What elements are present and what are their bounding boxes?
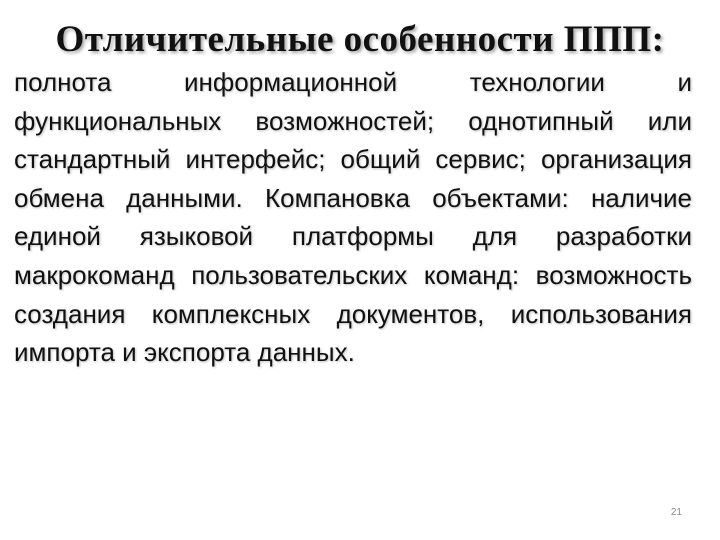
slide-title: Отличительные особенности ППП: bbox=[55, 19, 665, 60]
page-number: 21 bbox=[670, 507, 682, 518]
slide-body-text: полнота информационной технологии и функциональных возможностей; однотипный или стандартный интерфейс; общий сервис; организация обмена данными. Компановка объектами: наличие единой языковой платформы для разработки макрокоманд пользовательских команд: возможность создания комплексных документов, использования импорта и экспорта данных. bbox=[14, 67, 692, 368]
